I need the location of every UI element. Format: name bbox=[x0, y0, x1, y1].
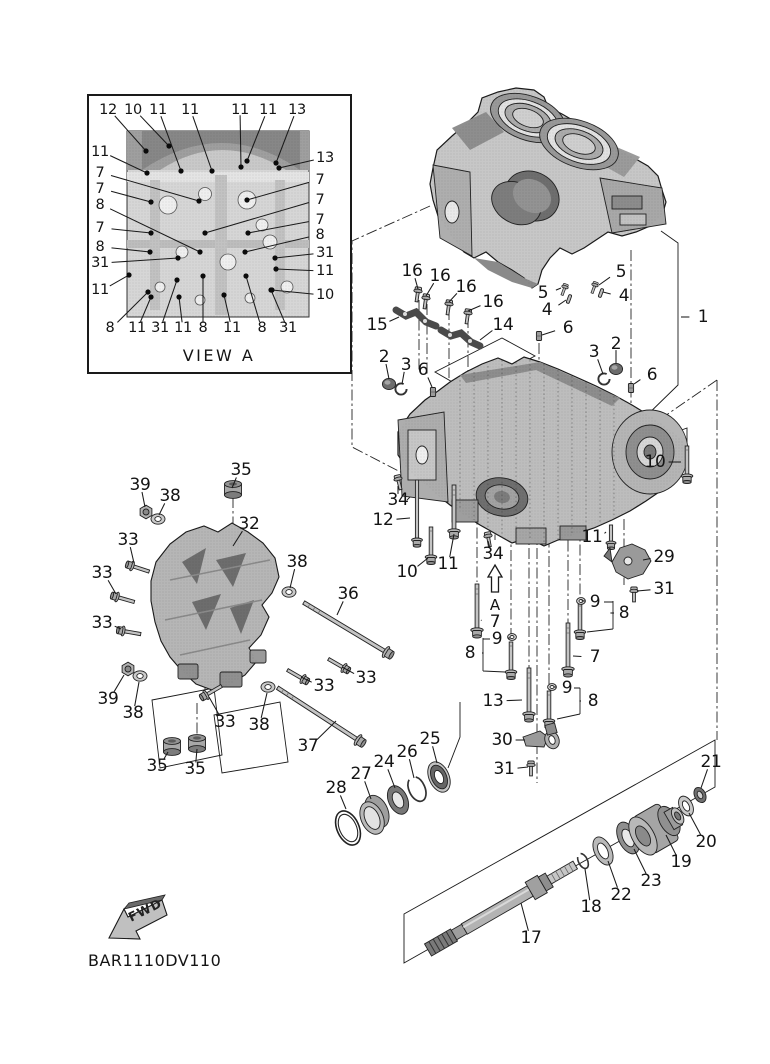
bolt-dot bbox=[221, 292, 226, 297]
leader-line bbox=[518, 767, 529, 768]
callout-label: 16 bbox=[482, 292, 504, 312]
leader-line bbox=[599, 277, 610, 285]
bolt-dot bbox=[148, 199, 153, 204]
leader-line bbox=[481, 620, 482, 621]
callout-label: 11 bbox=[231, 102, 249, 118]
callout-label: 34 bbox=[482, 544, 504, 564]
callout-label: 10 bbox=[644, 452, 666, 472]
callout-label: 20 bbox=[695, 832, 717, 852]
leader-line bbox=[585, 869, 590, 900]
bolt-dot bbox=[148, 294, 153, 299]
bolt-dot bbox=[145, 289, 150, 294]
callout-label: 37 bbox=[297, 736, 319, 756]
bolt-dot bbox=[196, 198, 201, 203]
bolt-dot bbox=[197, 249, 202, 254]
bolt-dot bbox=[276, 165, 281, 170]
bolt-dot bbox=[178, 168, 183, 173]
leader-line bbox=[468, 306, 481, 311]
leader-line bbox=[558, 300, 566, 305]
callout-label: 12 bbox=[99, 102, 117, 118]
callout-label: 7 bbox=[95, 220, 105, 236]
callout-label: 1 bbox=[697, 307, 709, 327]
callout-label: 17 bbox=[520, 928, 542, 948]
callout-label: 8 bbox=[464, 643, 476, 663]
leader-line bbox=[608, 861, 618, 888]
callout-label: 31 bbox=[91, 255, 109, 271]
bolt-dot bbox=[143, 148, 148, 153]
callout-label: 36 bbox=[337, 584, 359, 604]
callout-label: 8 bbox=[105, 320, 115, 336]
callout-label: 19 bbox=[670, 852, 692, 872]
callout-label: 21 bbox=[700, 752, 722, 772]
callout-label: 31 bbox=[151, 320, 169, 336]
leader-line bbox=[603, 292, 611, 294]
bolt-dot bbox=[176, 294, 181, 299]
callout-label: 24 bbox=[373, 752, 395, 772]
callout-label: 38 bbox=[159, 486, 181, 506]
callout-label: 3 bbox=[588, 342, 600, 362]
callout-label: 4 bbox=[541, 300, 553, 320]
callout-label: 5 bbox=[537, 283, 549, 303]
callout-label: 22 bbox=[610, 885, 632, 905]
leader-line bbox=[701, 769, 708, 788]
callout-label: 11 bbox=[91, 144, 109, 160]
leader-line bbox=[480, 331, 492, 341]
leader-line bbox=[605, 532, 607, 533]
bolt-dot bbox=[268, 287, 273, 292]
callout-label: 13 bbox=[288, 102, 306, 118]
callout-label: 27 bbox=[350, 764, 372, 784]
callout-label: 11 bbox=[437, 554, 459, 574]
callout-label: 8 bbox=[315, 227, 325, 243]
callout-label: 33 bbox=[214, 712, 236, 732]
callout-label: 31 bbox=[279, 320, 297, 336]
callout-label: 9 bbox=[491, 629, 503, 649]
callout-label: 2 bbox=[378, 347, 390, 367]
callout-label: 7 bbox=[489, 612, 501, 632]
callout-label: 11 bbox=[149, 102, 167, 118]
callout-label: 35 bbox=[184, 759, 206, 779]
callout-label: 6 bbox=[417, 360, 429, 380]
leader-line bbox=[521, 903, 528, 931]
callout-label: 34 bbox=[387, 490, 409, 510]
callout-label: 38 bbox=[122, 703, 144, 723]
callout-label: 6 bbox=[646, 365, 658, 385]
leader-line bbox=[637, 590, 651, 591]
callout-label: 5 bbox=[615, 262, 627, 282]
bolt-dot bbox=[126, 272, 131, 277]
callout-label: 14 bbox=[492, 315, 514, 335]
callout-label: 11 bbox=[174, 320, 192, 336]
callout-label: 30 bbox=[491, 730, 513, 750]
callout-label: 31 bbox=[493, 759, 515, 779]
callout-label: 7 bbox=[95, 181, 105, 197]
callout-label: 8 bbox=[587, 691, 599, 711]
callout-label: 11 bbox=[316, 263, 334, 279]
leader-line bbox=[397, 518, 411, 519]
bolt-dot bbox=[174, 277, 179, 282]
callout-label: 16 bbox=[429, 266, 451, 286]
bolt-dot bbox=[272, 255, 277, 260]
callout-label: 2 bbox=[610, 334, 622, 354]
arrow-a-label: A bbox=[489, 596, 501, 614]
leader-line bbox=[634, 380, 640, 384]
bolt-dot bbox=[273, 266, 278, 271]
callout-label: 10 bbox=[396, 562, 418, 582]
callout-label: 8 bbox=[95, 239, 105, 255]
callout-label: 11 bbox=[223, 320, 241, 336]
callout-label: 39 bbox=[129, 475, 151, 495]
callout-label: 29 bbox=[653, 547, 675, 567]
callout-label: 11 bbox=[581, 527, 603, 547]
engine-mount-bracket-illustration bbox=[151, 523, 279, 690]
leader-line bbox=[573, 656, 581, 657]
leader-line bbox=[507, 700, 522, 701]
callout-label: 33 bbox=[355, 668, 377, 688]
callout-label: 8 bbox=[95, 197, 105, 213]
callout-label: 11 bbox=[259, 102, 277, 118]
callout-label: 15 bbox=[366, 315, 388, 335]
leader-line bbox=[556, 288, 561, 290]
holder-30 bbox=[523, 723, 562, 751]
bolt-dot bbox=[245, 230, 250, 235]
callout-label: 23 bbox=[640, 871, 662, 891]
callout-label: 32 bbox=[238, 514, 260, 534]
up-arrow-icon bbox=[488, 565, 502, 592]
bolt-dot bbox=[147, 249, 152, 254]
bolt-dot bbox=[200, 273, 205, 278]
callout-label: 38 bbox=[286, 552, 308, 572]
drive-shaft-illustration bbox=[423, 856, 580, 958]
callout-label: 10 bbox=[124, 102, 142, 118]
callout-label: 35 bbox=[146, 756, 168, 776]
bolt-dot bbox=[243, 273, 248, 278]
callout-label: 11 bbox=[91, 282, 109, 298]
callout-label: 25 bbox=[419, 729, 441, 749]
callout-label: 13 bbox=[482, 691, 504, 711]
leader-line bbox=[389, 317, 399, 321]
fwd-arrow bbox=[109, 895, 167, 939]
callout-label: 12 bbox=[372, 510, 394, 530]
callout-label: 39 bbox=[97, 689, 119, 709]
callout-label: 8 bbox=[618, 603, 630, 623]
callout-label: 38 bbox=[248, 715, 270, 735]
bolt-dot bbox=[209, 168, 214, 173]
leader-line bbox=[542, 331, 555, 335]
callout-label: 33 bbox=[91, 613, 113, 633]
bolt-dot bbox=[175, 255, 180, 260]
callout-label: 3 bbox=[400, 355, 412, 375]
callout-label: 16 bbox=[401, 261, 423, 281]
part-code: BAR1110DV110 bbox=[88, 951, 222, 970]
callout-label: 18 bbox=[580, 897, 602, 917]
callout-label: 31 bbox=[653, 579, 675, 599]
bolt-dot bbox=[244, 158, 249, 163]
callout-label: 35 bbox=[230, 460, 252, 480]
bolt-dot bbox=[273, 160, 278, 165]
callout-label: 7 bbox=[315, 212, 325, 228]
callout-label: 7 bbox=[315, 172, 325, 188]
callout-label: 33 bbox=[91, 563, 113, 583]
fwd-label: FWD bbox=[125, 895, 165, 925]
bolt-dot bbox=[244, 197, 249, 202]
bolt-dot bbox=[148, 230, 153, 235]
leader-line bbox=[428, 377, 432, 387]
callout-label: 28 bbox=[325, 778, 347, 798]
callout-label: 7 bbox=[95, 165, 105, 181]
callout-label: 8 bbox=[257, 320, 267, 336]
callout-label: 33 bbox=[117, 530, 139, 550]
leader-line bbox=[388, 769, 395, 788]
leader-line bbox=[317, 721, 336, 740]
bolt-dot bbox=[242, 249, 247, 254]
callout-label: 4 bbox=[618, 286, 630, 306]
callout-label: 11 bbox=[128, 320, 146, 336]
callout-label: 31 bbox=[316, 245, 334, 261]
callout-label: 7 bbox=[315, 192, 325, 208]
direction-arrow-a bbox=[488, 565, 502, 614]
view-a-illustration bbox=[127, 131, 309, 317]
callout-label: 11 bbox=[181, 102, 199, 118]
callout-label: 9 bbox=[589, 592, 601, 612]
view-a-caption: VIEW A bbox=[182, 346, 256, 365]
callout-label: 26 bbox=[396, 742, 418, 762]
bolt-dot bbox=[238, 164, 243, 169]
bolt-dot bbox=[202, 230, 207, 235]
bolt-dot bbox=[144, 170, 149, 175]
callout-label: 10 bbox=[316, 287, 334, 303]
callout-label: 8 bbox=[198, 320, 208, 336]
callout-label: 16 bbox=[455, 277, 477, 297]
callout-label: 33 bbox=[313, 676, 335, 696]
callout-label: 7 bbox=[589, 647, 601, 667]
callout-label: 9 bbox=[561, 678, 573, 698]
callout-label: 6 bbox=[562, 318, 574, 338]
callout-label: 13 bbox=[316, 150, 334, 166]
